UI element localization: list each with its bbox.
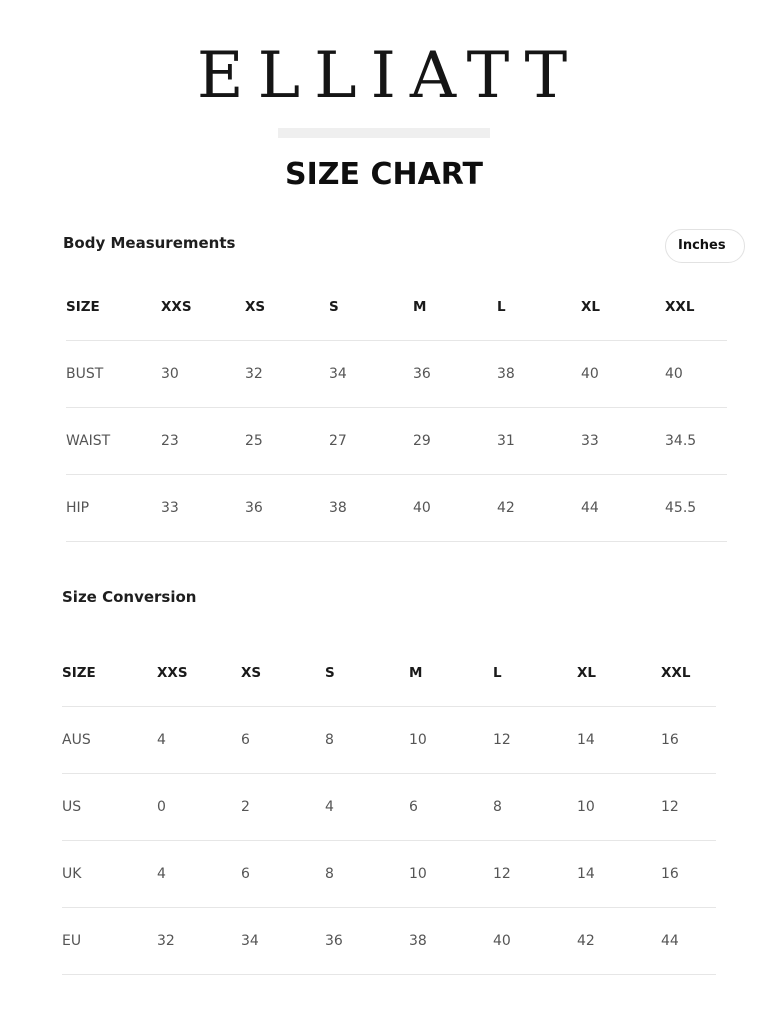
header-cell: SIZE xyxy=(66,299,100,315)
table-row xyxy=(62,774,716,841)
table-cell: 4 xyxy=(157,707,241,774)
table-cell: 12 xyxy=(493,707,577,774)
table-cell: 45.5 xyxy=(665,475,727,542)
table-cell: 38 xyxy=(497,341,581,408)
table-cell: 33 xyxy=(581,408,665,475)
table-cell: 23 xyxy=(161,408,245,475)
table-cell: 27 xyxy=(329,408,413,475)
size-conversion-table xyxy=(62,640,716,975)
table-cell: 6 xyxy=(409,774,493,841)
header-cell: SIZE xyxy=(62,665,96,681)
body-measurements-table xyxy=(66,274,727,542)
size-conversion-title: Size Conversion xyxy=(62,588,197,606)
table-row xyxy=(66,341,727,408)
table-cell: 14 xyxy=(577,707,661,774)
table-row xyxy=(66,408,727,475)
header-cell: XXL xyxy=(665,299,695,315)
table-cell: 32 xyxy=(245,341,329,408)
table-cell: 8 xyxy=(325,707,409,774)
header-cell: XS xyxy=(241,665,262,681)
table-cell: 40 xyxy=(581,341,665,408)
table-cell: 42 xyxy=(497,475,581,542)
header-cell: XXS xyxy=(157,665,188,681)
table-cell: 30 xyxy=(161,341,245,408)
row-label: UK xyxy=(62,841,157,908)
table-cell: 0 xyxy=(157,774,241,841)
table-cell: 34.5 xyxy=(665,408,727,475)
header-cell: XXS xyxy=(161,299,192,315)
table-cell: 10 xyxy=(577,774,661,841)
table-cell: 12 xyxy=(493,841,577,908)
table-cell: 8 xyxy=(493,774,577,841)
header-cell: S xyxy=(325,665,335,681)
table-cell: 10 xyxy=(409,841,493,908)
table-cell: 42 xyxy=(577,908,661,975)
header-cell: S xyxy=(329,299,339,315)
table-cell: 34 xyxy=(329,341,413,408)
header-cell: L xyxy=(497,299,506,315)
table-cell: 10 xyxy=(409,707,493,774)
table-cell: 40 xyxy=(413,475,497,542)
table-cell: 44 xyxy=(581,475,665,542)
table-cell: 38 xyxy=(409,908,493,975)
page-title: SIZE CHART xyxy=(284,157,484,192)
row-label: EU xyxy=(62,908,157,975)
table-row xyxy=(62,908,716,975)
table-cell: 36 xyxy=(413,341,497,408)
table-cell: 44 xyxy=(661,908,716,975)
table-cell: 36 xyxy=(245,475,329,542)
table-cell: 34 xyxy=(241,908,325,975)
table-cell: 32 xyxy=(157,908,241,975)
table-cell: 2 xyxy=(241,774,325,841)
table-cell: 40 xyxy=(665,341,727,408)
row-label: BUST xyxy=(66,341,161,408)
table-cell: 4 xyxy=(325,774,409,841)
table-header-row xyxy=(66,274,727,341)
table-cell: 16 xyxy=(661,707,716,774)
header-cell: XL xyxy=(577,665,597,681)
header-cell: XXL xyxy=(661,665,691,681)
table-row xyxy=(62,707,716,774)
header-cell: XS xyxy=(245,299,266,315)
brand-logo: ELLIATT xyxy=(196,39,582,113)
table-cell: 29 xyxy=(413,408,497,475)
horizontal-scrollbar[interactable] xyxy=(278,128,490,138)
row-label: AUS xyxy=(62,707,157,774)
table-cell: 38 xyxy=(329,475,413,542)
table-header-row xyxy=(62,640,716,707)
table-row xyxy=(62,841,716,908)
row-label: WAIST xyxy=(66,408,161,475)
table-cell: 6 xyxy=(241,707,325,774)
table-cell: 36 xyxy=(325,908,409,975)
header-cell: XL xyxy=(581,299,601,315)
table-cell: 12 xyxy=(661,774,716,841)
table-cell: 8 xyxy=(325,841,409,908)
table-cell: 25 xyxy=(245,408,329,475)
table-cell: 33 xyxy=(161,475,245,542)
table-row xyxy=(66,475,727,542)
header-cell: M xyxy=(413,299,427,315)
body-measurements-title: Body Measurements xyxy=(63,234,236,252)
header-cell: L xyxy=(493,665,502,681)
table-cell: 4 xyxy=(157,841,241,908)
table-cell: 14 xyxy=(577,841,661,908)
table-cell: 16 xyxy=(661,841,716,908)
row-label: HIP xyxy=(66,475,161,542)
unit-toggle-button[interactable]: Inches xyxy=(665,229,745,263)
table-cell: 6 xyxy=(241,841,325,908)
row-label: US xyxy=(62,774,157,841)
table-cell: 31 xyxy=(497,408,581,475)
header-cell: M xyxy=(409,665,423,681)
table-cell: 40 xyxy=(493,908,577,975)
